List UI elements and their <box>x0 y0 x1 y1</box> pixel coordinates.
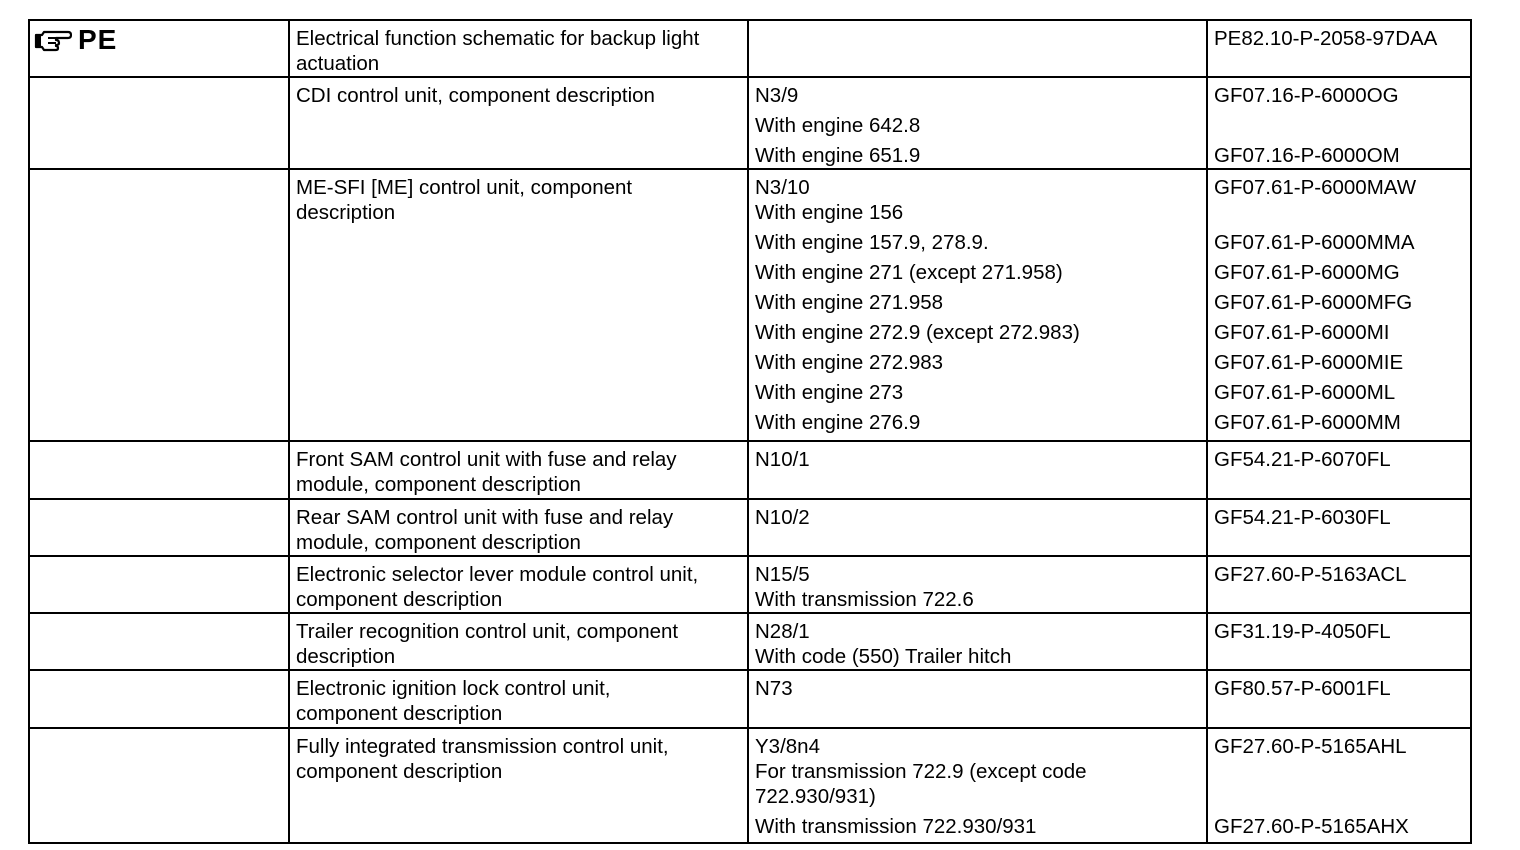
variant-line: With transmission 722.930/931 <box>755 815 1037 838</box>
variant-line: With engine 642.8 <box>755 114 921 137</box>
document-reference: GF27.60-P-5165AHX <box>1214 815 1409 838</box>
component-code: Y3/8n4 <box>755 735 820 758</box>
reference-cell <box>1207 77 1471 169</box>
component-code: N73 <box>755 677 793 700</box>
document-reference: GF07.16-P-6000OM <box>1214 144 1400 167</box>
document-reference: GF07.61-P-6000MG <box>1214 261 1400 284</box>
reference-cell <box>1207 441 1471 499</box>
variant-line: With engine 271.958 <box>755 291 944 314</box>
table-row <box>29 613 1471 670</box>
marker-cell <box>29 670 289 728</box>
description-line: Electronic selector lever module control unit, <box>296 563 699 586</box>
description-line: Fully integrated transmission control unit, <box>296 735 669 758</box>
description-line: component description <box>296 588 503 611</box>
code-cell <box>748 77 1207 169</box>
variant-line: For transmission 722.9 (except code <box>755 760 1087 783</box>
reference-cell <box>1207 613 1471 670</box>
variant-line: With engine 272.983 <box>755 351 944 374</box>
marker-cell <box>29 556 289 613</box>
description-cell <box>289 77 748 169</box>
document-reference: GF07.61-P-6000ML <box>1214 381 1396 404</box>
description-cell <box>289 613 748 670</box>
code-cell <box>748 441 1207 499</box>
description-line: description <box>296 201 396 224</box>
reference-cell <box>1207 499 1471 556</box>
description-line: component description <box>296 760 503 783</box>
description-line: Electrical function schematic for backup light <box>296 27 700 50</box>
component-reference-table <box>28 19 1472 844</box>
description-line: ME-SFI [ME] control unit, component <box>296 176 633 199</box>
description-line: Trailer recognition control unit, component <box>296 620 679 643</box>
document-reference: GF07.61-P-6000MFG <box>1214 291 1413 314</box>
table-row <box>29 499 1471 556</box>
variant-line: With engine 271 (except 271.958) <box>755 261 1063 284</box>
document-reference: GF07.61-P-6000MAW <box>1214 176 1417 199</box>
variant-line: 722.930/931) <box>755 785 876 808</box>
reference-cell <box>1207 728 1471 843</box>
code-cell <box>748 169 1207 441</box>
marker-cell <box>29 441 289 499</box>
table-row <box>29 77 1471 169</box>
document-reference: GF31.19-P-4050FL <box>1214 620 1391 643</box>
description-line: module, component description <box>296 531 581 554</box>
document-reference: GF27.60-P-5163ACL <box>1214 563 1407 586</box>
variant-line: With engine 272.9 (except 272.983) <box>755 321 1080 344</box>
document-reference: GF54.21-P-6070FL <box>1214 448 1391 471</box>
reference-cell <box>1207 670 1471 728</box>
code-cell <box>748 556 1207 613</box>
code-cell <box>748 20 1207 77</box>
description <box>290 21 747 76</box>
code-cell <box>748 613 1207 670</box>
document-reference: PE82.10-P-2058-97DAA <box>1214 27 1438 50</box>
table-row <box>29 169 1471 441</box>
description-cell <box>289 499 748 556</box>
variant-line: With engine 651.9 <box>755 144 921 167</box>
description-line: Front SAM control unit with fuse and relay <box>296 448 677 471</box>
pe-label: PE <box>78 24 118 55</box>
table-row <box>29 441 1471 499</box>
reference-cell <box>1207 169 1471 441</box>
description-line: Electronic ignition lock control unit, <box>296 677 611 700</box>
component-code: N3/9 <box>755 84 799 107</box>
code-cell <box>748 728 1207 843</box>
table-row <box>29 728 1471 843</box>
marker-cell <box>29 20 289 77</box>
table-row <box>29 556 1471 613</box>
reference-cell <box>1207 20 1471 77</box>
description-cell <box>289 670 748 728</box>
variant-line: With code (550) Trailer hitch <box>755 645 1012 668</box>
marker-cell <box>29 613 289 670</box>
description-line: module, component description <box>296 473 581 496</box>
description-line: component description <box>296 702 503 725</box>
description-cell <box>289 728 748 843</box>
document-reference: GF07.61-P-6000MIE <box>1214 351 1404 374</box>
pe-marker <box>30 21 288 55</box>
code-cell <box>748 499 1207 556</box>
description-line: Rear SAM control unit with fuse and relay <box>296 506 674 529</box>
variant-line: With engine 157.9, 278.9. <box>755 231 989 254</box>
document-reference: GF27.60-P-5165AHL <box>1214 735 1407 758</box>
document-reference: GF54.21-P-6030FL <box>1214 506 1391 529</box>
description-line: actuation <box>296 52 380 75</box>
description-line: CDI control unit, component description <box>296 84 655 107</box>
description-cell <box>289 441 748 499</box>
reference-cell <box>1207 556 1471 613</box>
document-reference: GF07.61-P-6000MMA <box>1214 231 1415 254</box>
component-code: N10/1 <box>755 448 810 471</box>
table-row <box>29 670 1471 728</box>
description-cell <box>289 20 748 77</box>
document-reference: GF07.61-P-6000MI <box>1214 321 1390 344</box>
description-cell <box>289 169 748 441</box>
document-reference: GF07.16-P-6000OG <box>1214 84 1399 107</box>
variant-line: With engine 273 <box>755 381 904 404</box>
document-reference: GF80.57-P-6001FL <box>1214 677 1391 700</box>
table-row <box>29 20 1471 77</box>
document-reference: GF07.61-P-6000MM <box>1214 411 1401 434</box>
variant-line: With transmission 722.6 <box>755 588 974 611</box>
marker-cell <box>29 169 289 441</box>
marker-cell <box>29 728 289 843</box>
component-code: N3/10 <box>755 176 810 199</box>
code-cell <box>748 670 1207 728</box>
component-code: N15/5 <box>755 563 810 586</box>
marker-cell <box>29 77 289 169</box>
component-code: N28/1 <box>755 620 810 643</box>
variant-line: With engine 276.9 <box>755 411 921 434</box>
component-code: N10/2 <box>755 506 810 529</box>
description-line: description <box>296 645 396 668</box>
marker-cell <box>29 499 289 556</box>
pointing-hand-icon <box>34 27 72 53</box>
description-cell <box>289 556 748 613</box>
variant-line: With engine 156 <box>755 201 904 224</box>
